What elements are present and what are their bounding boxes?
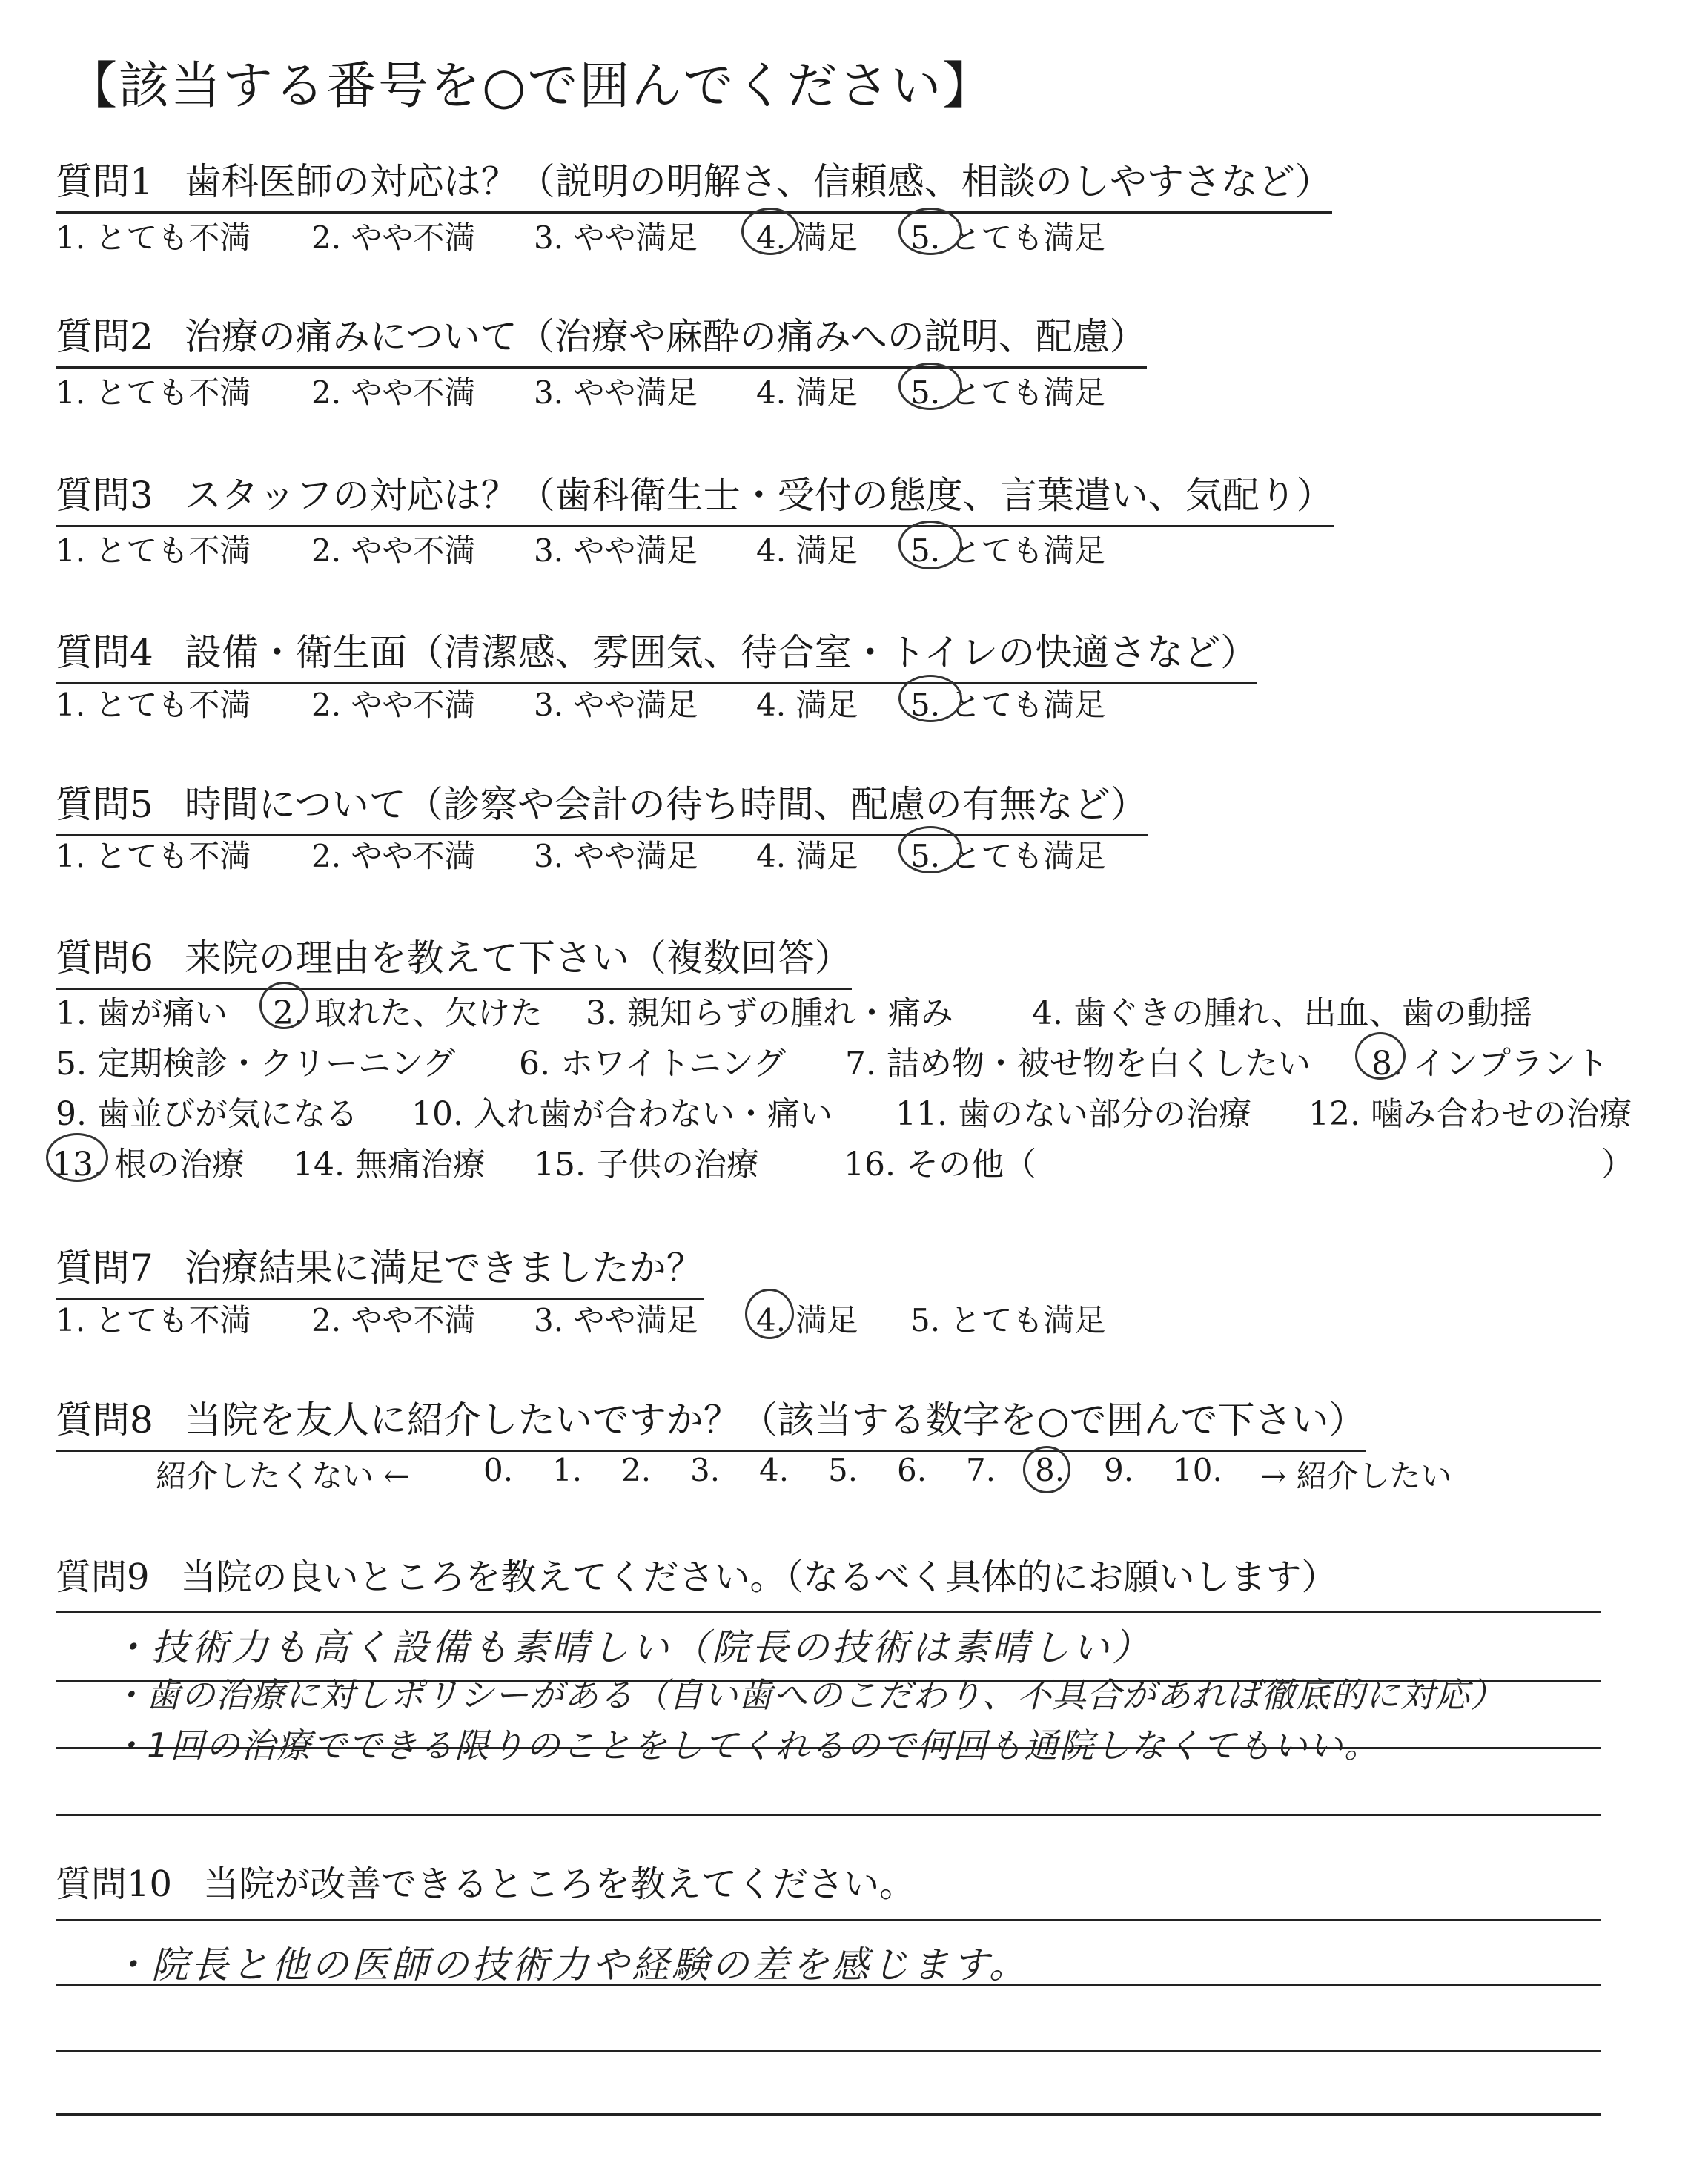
question-number: 質問9 [56,1556,150,1598]
q5-option-2[interactable]: 2. やや不満 [311,838,476,874]
q8-option-9[interactable]: 9. [1104,1452,1134,1488]
answer-line [56,2050,1601,2052]
q1-option-1[interactable]: 1. とても不満 [56,219,251,256]
q6-option-14[interactable]: 14. 無痛治療 [293,1146,486,1183]
q3-option-3[interactable]: 3. やや満足 [534,532,698,569]
question-number: 質問1 [56,160,153,203]
q1-selection-circle-4 [741,208,799,255]
question-text: スタッフの対応は？（歯科衛生士・受付の態度、言葉遣い、気配り） [184,474,1334,517]
q6-option-4[interactable]: 4. 歯ぐきの腫れ、出血、歯の動揺 [1032,994,1532,1032]
q6-other-close-paren: ） [1601,1146,1634,1183]
q5-option-5[interactable]: 5. とても満足 [910,838,1106,874]
q1-option-2[interactable]: 2. やや不満 [311,219,476,256]
q6-option-2[interactable]: 2. 取れた、欠けた [273,994,543,1032]
answer-line [56,1919,1601,1921]
q2-option-4[interactable]: 4. 満足 [756,374,858,411]
q4-option-4[interactable]: 4. 満足 [756,687,858,723]
q6-option-13[interactable]: 13. 根の治療 [52,1146,245,1183]
question-9-heading [56,1548,1337,1599]
q8-selection-circle-8 [1023,1446,1070,1493]
q6-option-12[interactable]: 12. 噛み合わせの治療 [1308,1095,1632,1133]
q7-option-2[interactable]: 2. やや不満 [311,1302,476,1338]
q6-option-9[interactable]: 9. 歯並びが気になる [56,1095,358,1133]
q7-option-3[interactable]: 3. やや満足 [534,1302,698,1338]
q8-option-0[interactable]: 0. [483,1452,514,1488]
q8-right-label: → 紹介したい [1260,1458,1452,1494]
q2-option-1[interactable]: 1. とても不満 [56,374,251,411]
question-number: 質問6 [56,937,153,980]
q9-answer-line-1: ・技術力も高く設備も素晴しい（院長の技術は素晴しい） [111,1626,1152,1669]
q7-option-4[interactable]: 4. 満足 [756,1302,858,1338]
q5-option-3[interactable]: 3. やや満足 [534,838,698,874]
question-6-heading [56,928,852,990]
answer-line [56,1814,1601,1816]
q5-selection-circle-5 [898,826,962,873]
question-number: 質問8 [56,1398,153,1441]
question-8-heading [56,1390,1366,1452]
q8-option-6[interactable]: 6. [897,1452,927,1488]
q6-option-7[interactable]: 7. 詰め物・被せ物を白くしたい [845,1045,1311,1083]
q1-option-3[interactable]: 3. やや満足 [534,219,698,256]
q2-option-3[interactable]: 3. やや満足 [534,374,698,411]
q9-answer-line-3: ・1回の治療でできる限りのことをしてくれるので何回も通院しなくてもいい。 [111,1725,1380,1766]
q6-selection-circle-13 [46,1133,108,1182]
question-text: 当院の良いところを教えてください。（なるべく具体的にお願いします） [180,1556,1337,1598]
q10-answer-line-1: ・院長と他の医師の技術力や経験の差を感じます。 [111,1943,1029,1986]
question-text: 治療の痛みについて（治療や麻酔の痛みへの説明、配慮） [184,315,1147,358]
q4-selection-circle-5 [898,675,962,722]
q3-option-5[interactable]: 5. とても満足 [910,532,1106,569]
q8-option-10[interactable]: 10. [1173,1452,1222,1488]
q2-selection-circle-5 [898,363,962,410]
question-number: 質問4 [56,631,153,674]
q4-option-5[interactable]: 5. とても満足 [910,687,1106,723]
q3-option-4[interactable]: 4. 満足 [756,532,858,569]
question-4-heading [56,623,1257,684]
q8-option-4[interactable]: 4. [759,1452,790,1488]
q6-option-3[interactable]: 3. 親知らずの腫れ・痛み [586,994,953,1032]
question-text: 当院を友人に紹介したいですか？（該当する数字を○で囲んで下さい） [184,1398,1366,1441]
q8-option-5[interactable]: 5. [828,1452,858,1488]
answer-line [56,1611,1601,1613]
q3-option-2[interactable]: 2. やや不満 [311,532,476,569]
q1-option-5[interactable]: 5. とても満足 [910,219,1106,256]
q8-option-8[interactable]: 8. [1035,1452,1065,1488]
page-title: 【該当する番号を○で囲んでください】 [67,57,995,116]
question-number: 質問2 [56,315,153,358]
q8-left-label: 紹介したくない ← [156,1458,410,1494]
q2-option-2[interactable]: 2. やや不満 [311,374,476,411]
question-text: 設備・衛生面（清潔感、雰囲気、待合室・トイレの快適さなど） [184,631,1258,674]
question-5-heading [56,775,1148,836]
q9-answer-line-2: ・歯の治療に対しポリシーがある（自い歯へのこだわり、不具合があれば徹底的に対応） [111,1675,1505,1715]
q5-option-4[interactable]: 4. 満足 [756,838,858,874]
question-text: 当院が改善できるところを教えてください。 [203,1863,916,1905]
q3-option-1[interactable]: 1. とても不満 [56,532,251,569]
q6-option-15[interactable]: 15. 子供の治療 [534,1146,759,1183]
question-10-heading [56,1855,915,1906]
question-number: 質問7 [56,1246,153,1289]
q6-option-8[interactable]: 8. インプラント [1371,1045,1609,1083]
q8-option-3[interactable]: 3. [690,1452,721,1488]
question-3-heading [56,466,1334,527]
q5-option-1[interactable]: 1. とても不満 [56,838,251,874]
q6-option-1[interactable]: 1. 歯が痛い [56,994,228,1032]
q4-option-3[interactable]: 3. やや満足 [534,687,698,723]
q8-option-1[interactable]: 1. [552,1452,583,1488]
q6-option-11[interactable]: 11. 歯のない部分の治療 [896,1095,1251,1133]
q4-option-2[interactable]: 2. やや不満 [311,687,476,723]
question-number: 質問5 [56,783,153,826]
question-number: 質問10 [56,1863,173,1905]
q6-option-5[interactable]: 5. 定期検診・クリーニング [56,1045,456,1083]
q8-option-7[interactable]: 7. [966,1452,996,1488]
q6-option-6[interactable]: 6. ホワイトニング [519,1045,787,1083]
q1-selection-circle-5 [898,208,962,255]
question-text: 時間について（診察や会計の待ち時間、配慮の有無など） [184,783,1148,826]
answer-line [56,2113,1601,2116]
q1-option-4[interactable]: 4. 満足 [756,219,858,256]
q7-selection-circle-4 [745,1289,794,1339]
q3-selection-circle-5 [898,521,962,569]
q7-option-1[interactable]: 1. とても不満 [56,1302,251,1338]
q7-option-5[interactable]: 5. とても満足 [910,1302,1106,1338]
question-7-heading [56,1238,704,1300]
q4-option-1[interactable]: 1. とても不満 [56,687,251,723]
q6-option-10[interactable]: 10. 入れ歯が合わない・痛い [411,1095,833,1133]
q6-selection-circle-2 [259,982,308,1029]
question-number: 質問3 [56,474,153,517]
question-2-heading [56,307,1147,369]
q2-option-5[interactable]: 5. とても満足 [910,374,1106,411]
q8-option-2[interactable]: 2. [621,1452,652,1488]
question-1-heading [56,152,1332,214]
question-text: 治療結果に満足できましたか？ [184,1246,704,1289]
q6-selection-circle-8 [1355,1032,1406,1080]
question-text: 歯科医師の対応は？（説明の明解さ、信頼感、相談のしやすさなど） [184,160,1332,203]
q6-option-16[interactable]: 16. その他（ [844,1146,1036,1183]
question-text: 来院の理由を教えて下さい（複数回答） [184,937,852,980]
